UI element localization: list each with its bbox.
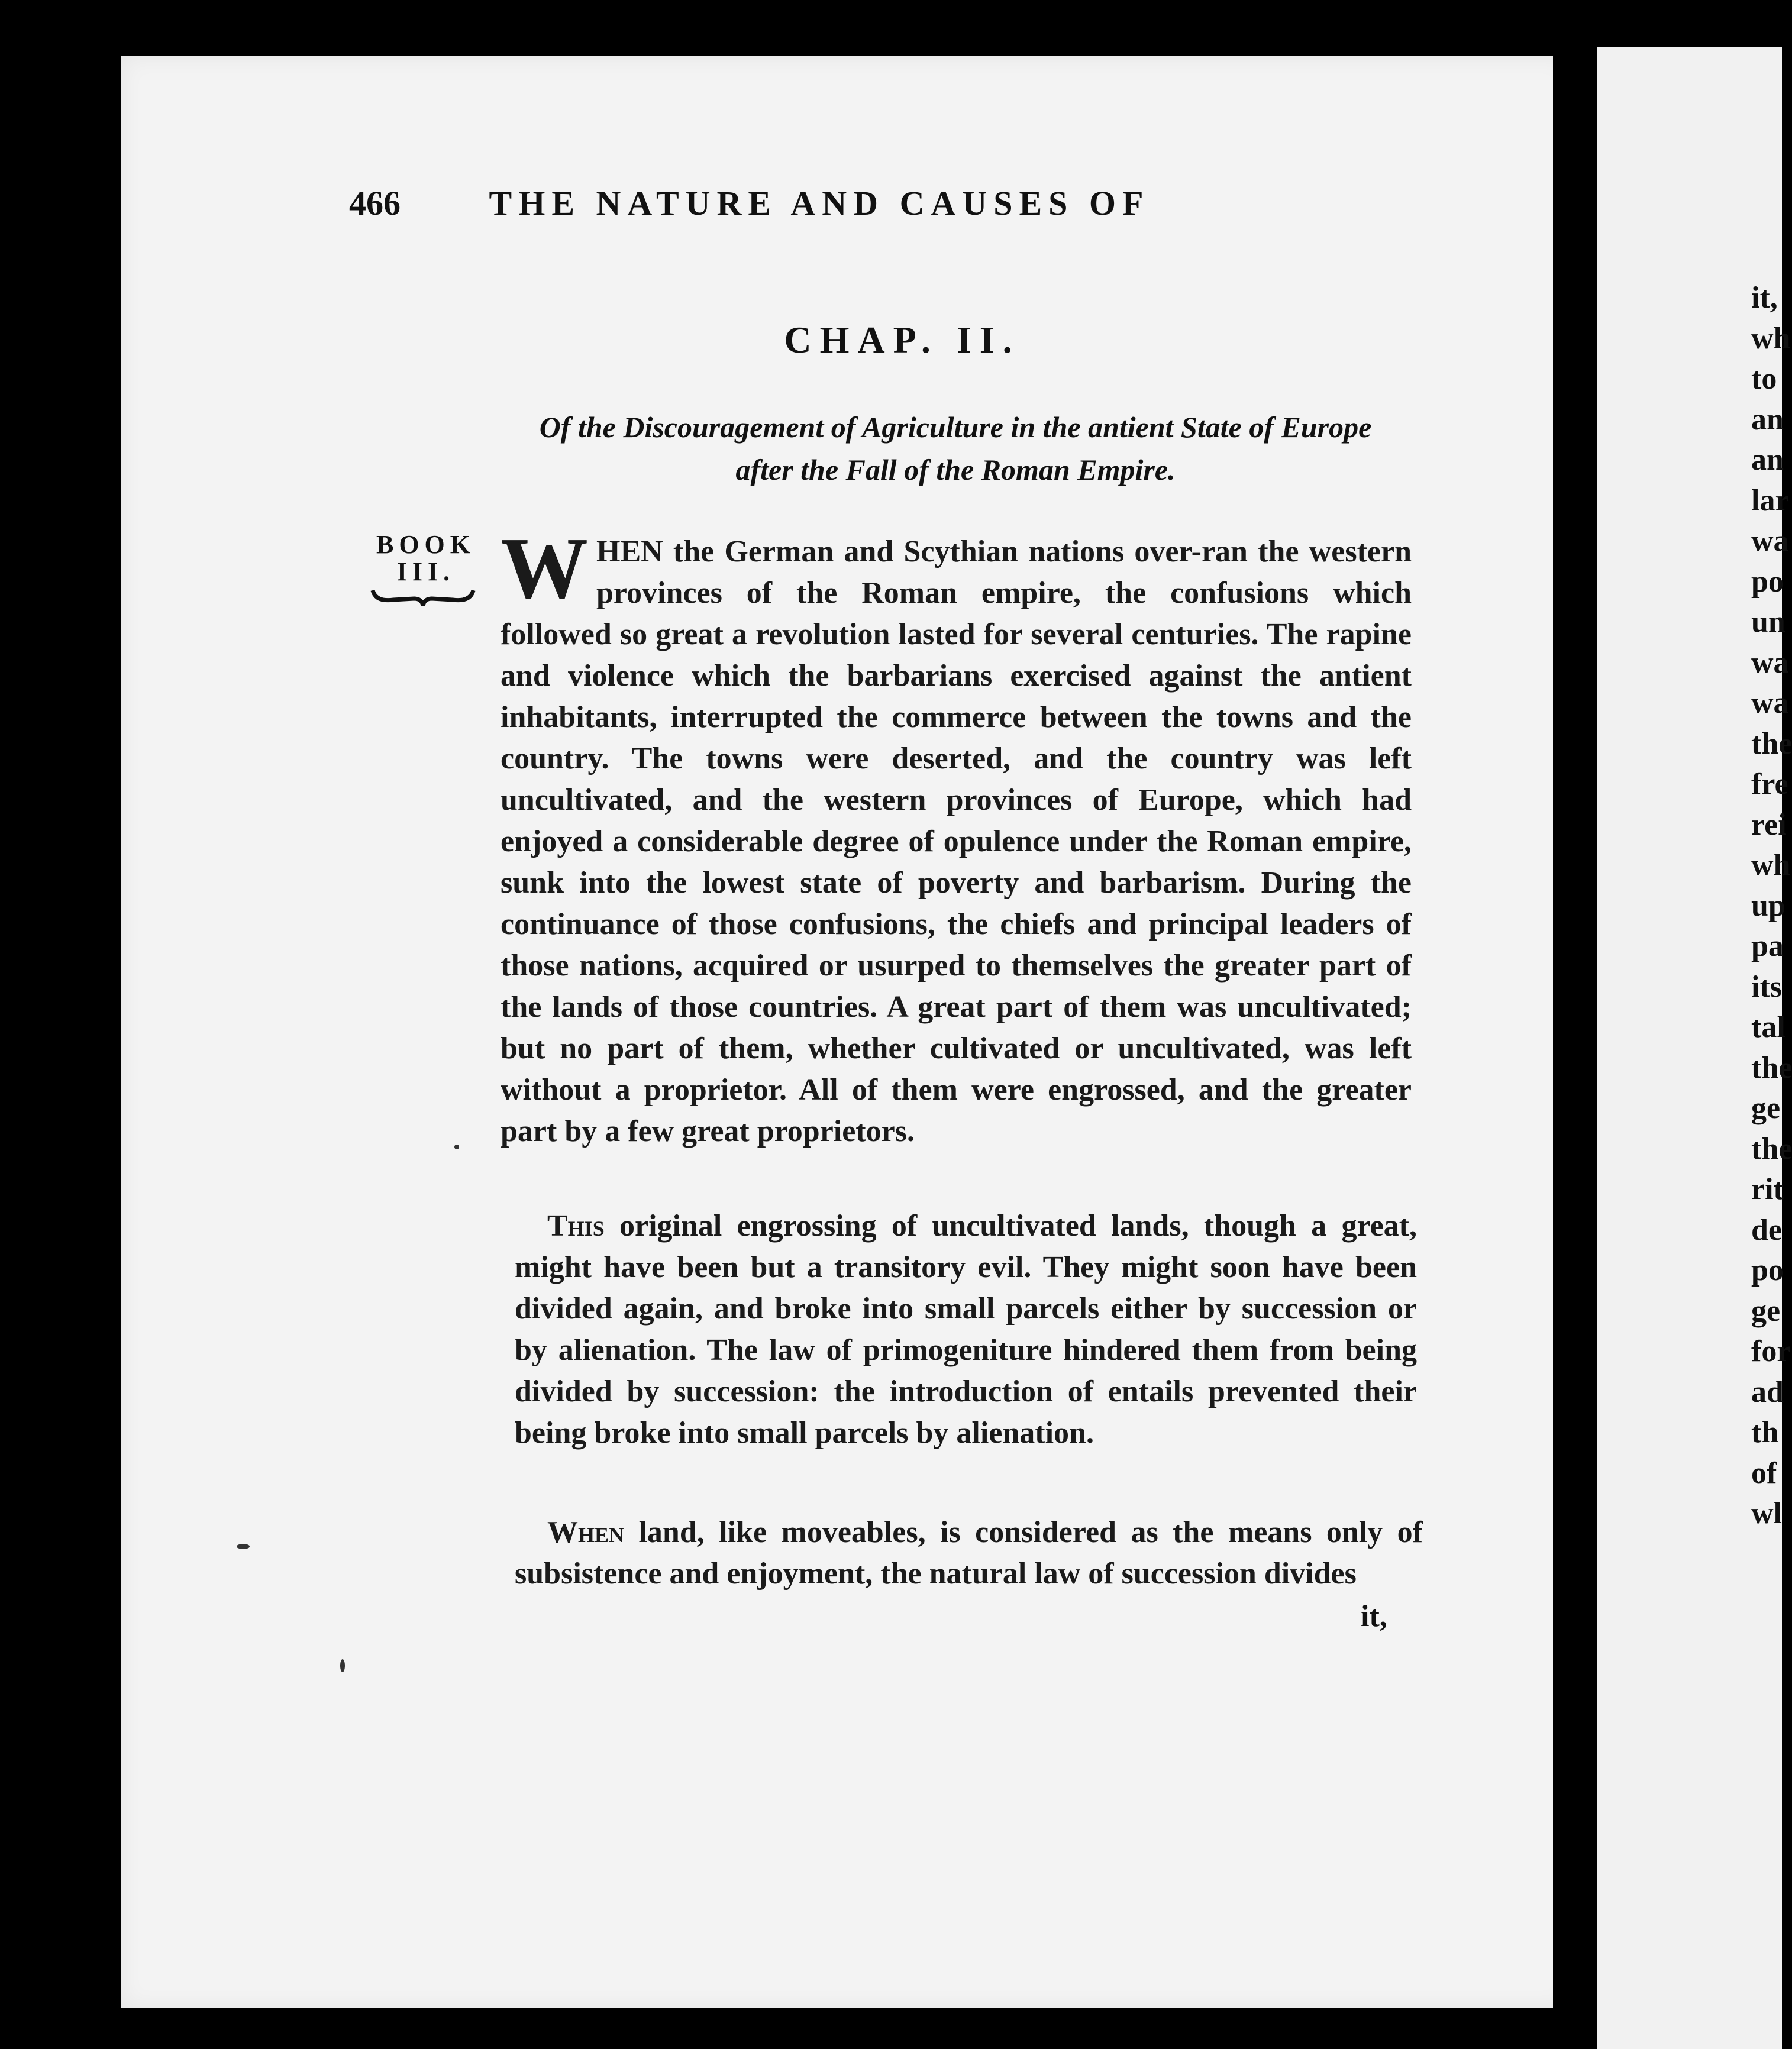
right-page-line-fragment: po [1751,1253,1784,1287]
book-gutter [1553,35,1597,2049]
chapter-subtitle [491,406,1420,491]
right-page-line-fragment: it, [1751,281,1778,315]
right-page-line-fragment: wl [1751,1497,1782,1530]
paragraph-3 [515,1512,1423,1595]
right-page-line-fragment: ge [1751,1091,1781,1125]
right-page-line-fragment: un [1751,605,1785,639]
right-page-line-fragment: pa [1751,929,1784,963]
page-number: 466 [349,184,401,222]
right-page-line-fragment: wa [1751,524,1789,558]
right-page-line-fragment: up [1751,888,1785,923]
chapter-title: CHAP. II. [784,319,1021,361]
right-page-line-fragment: rei [1751,807,1787,842]
catchword: it, [1361,1599,1387,1633]
running-head: THE NATURE AND CAUSES OF [489,184,1150,222]
margin-book-label: BOOK [376,530,476,559]
chapter-subtitle-line2: after the Fall of the Roman Empire. [735,453,1176,486]
right-page-line-fragment: the [1751,726,1792,761]
right-page-line-fragment: wa [1751,645,1789,680]
right-page-line-fragment: fre [1751,767,1788,801]
right-page-line-fragment: ad [1751,1375,1784,1409]
chapter-subtitle-line1: Of the Discouragement of Agriculture in the antient State of Europe [539,411,1372,444]
margin-book-number: III. [396,557,456,586]
paragraph-1 [501,520,1412,1152]
paragraph-2-text: original engrossing of uncultivated lands, though a great, might have been but a transitory evil. They might soon have been divided again, and broke into small parcels either by succession or by alienation. The law of primogeniture hindered them from being divided by succession: the introduction of entails prevented their being broke into small parcels by alienation. [515,1209,1417,1450]
right-page-line-fragment: an [1751,443,1784,477]
ink-speck [454,1145,459,1149]
right-page-line-fragment: of [1751,1456,1777,1490]
right-page-line-fragment: de [1751,1213,1782,1247]
margin-brace-ornament [370,586,476,609]
right-page-line-fragment: po [1751,564,1784,599]
right-page-line-fragment: ge [1751,1294,1781,1328]
right-page-line-fragment: to [1751,362,1777,396]
paragraph-2-lead: This [547,1209,605,1243]
right-page-line-fragment: for [1751,1334,1791,1368]
right-page-line-fragment: rit [1751,1172,1784,1206]
ink-speck [237,1544,250,1549]
right-page-line-fragment: its [1751,969,1782,1004]
paragraph-2 [515,1206,1417,1454]
right-page-line-fragment: wa [1751,686,1789,720]
right-page-line-fragment: an [1751,402,1784,437]
paragraph-3-lead: When [547,1515,625,1549]
right-page-line-fragment: th [1751,1415,1779,1449]
drop-cap: W [501,520,588,617]
right-page-line-fragment: wh [1751,321,1791,355]
ink-speck [340,1659,345,1672]
paragraph-1-text: HEN the German and Scythian nations over-ran the western provinces of the Roman empire, the confusions which followed so great a revolution lasted for several centuries. The rapine and violence which the barbarians exercised against the antient inhabitants, interrupted the commerce between the towns and the country. The towns were deserted, and the country was left uncultivated, and the western provinces of Europe, which had enjoyed a considerable degree of opulence under the Roman empire, sunk into the lowest state of poverty and barbarism. During the continuance of those confusions, the chiefs and principal leaders of those nations, acquired or usurped to themselves the greater part of the lands of those countries. A great part of them was uncultivated; but no part of them, whether cultivated or uncultivated, was left without a proprietor. All of them were engrossed, and the greater part by a few great proprietors. [501,535,1412,1148]
right-page-line-fragment: lar [1751,483,1789,518]
right-page-text-fragments [1751,278,1792,1534]
margin-book-note [367,531,485,586]
right-page-line-fragment: wh [1751,848,1791,882]
right-page-line-fragment: tal [1751,1010,1785,1044]
right-page-line-fragment: the [1751,1132,1792,1166]
right-page-line-fragment: the [1751,1051,1792,1085]
paragraph-3-text: land, like moveables, is considered as the means only of subsistence and enjoyment, the natural law of succession divides [515,1515,1423,1591]
